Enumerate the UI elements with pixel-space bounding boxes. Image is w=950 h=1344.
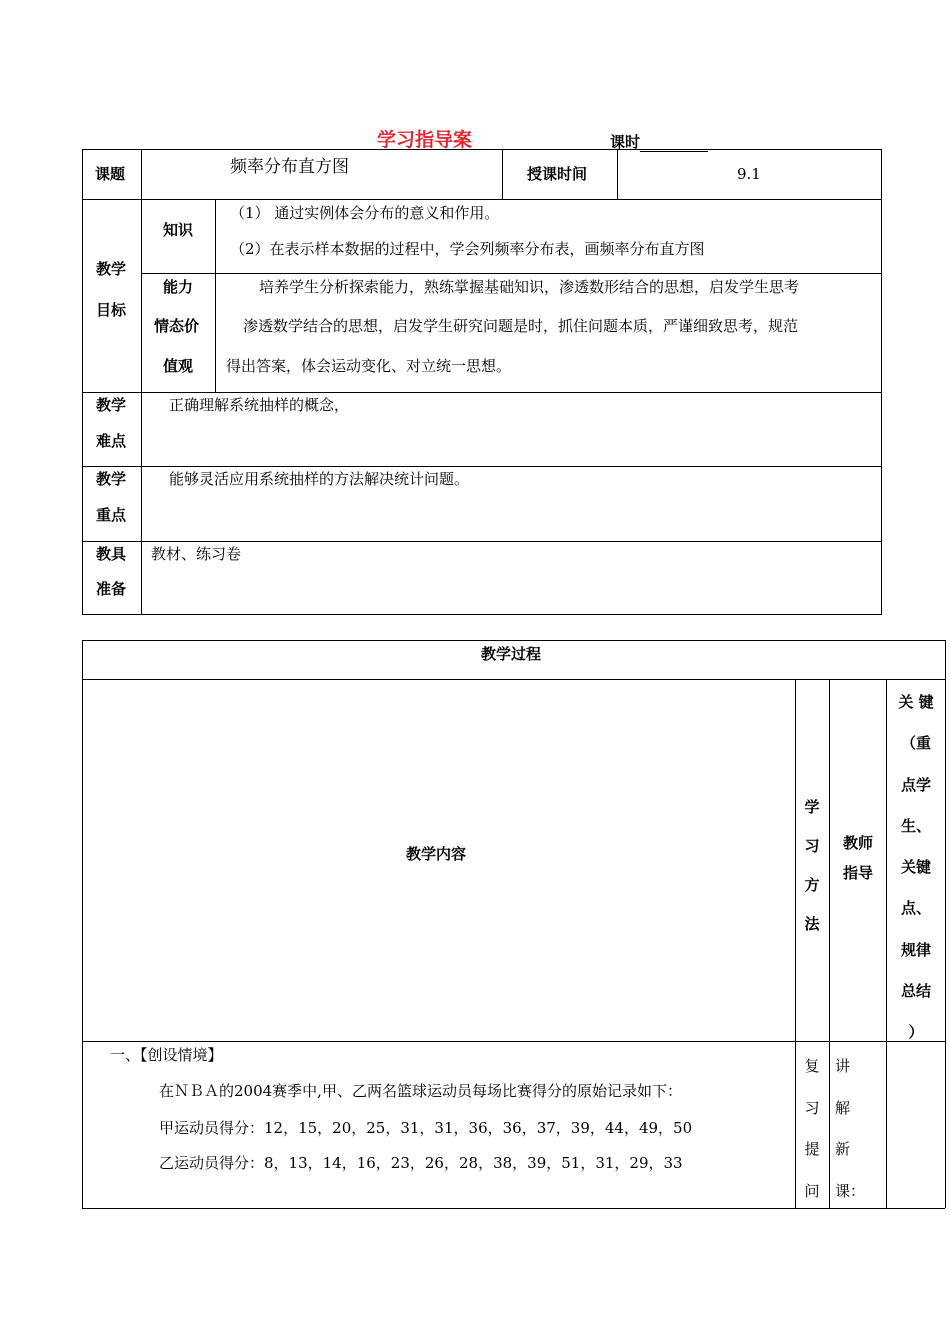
ability-label: 能力 (163, 278, 194, 296)
player-b-scores: 乙运动员得分：8，13，14，16，23，26，28，38，39，51，31，29，33 (159, 1154, 683, 1172)
guide-header-line: 教师 (842, 834, 873, 852)
key-header-line: 点学 (900, 775, 931, 794)
method-cell-char: 习 (804, 1098, 820, 1117)
method-cell (802, 1046, 822, 1212)
guide-column-header (835, 828, 881, 888)
key-column-header (889, 682, 943, 1054)
guide-cell-char: 讲 (835, 1057, 851, 1075)
difficulty-text: 正确理解系统抽样的概念， (169, 396, 350, 414)
key-header-line: 生、 (900, 816, 931, 835)
tools-label-line1: 教具 (96, 545, 127, 563)
guide-cell-char: 新 (835, 1140, 851, 1158)
emotion-label-line2: 值观 (163, 357, 194, 375)
key-header-line: 关 键 (898, 693, 934, 711)
key-header-line: 关键 (900, 858, 931, 877)
key-header-line: ） (908, 1023, 924, 1042)
method-header-char: 方 (804, 876, 820, 894)
method-header-char: 法 (804, 915, 820, 933)
method-cell-char: 问 (804, 1181, 820, 1200)
key-header-line: 规律 (900, 940, 931, 959)
emotion-label-line1: 情态价 (154, 317, 200, 335)
guide-cell (835, 1046, 865, 1212)
topic-label: 课题 (95, 165, 126, 183)
method-cell-char: 提 (804, 1140, 820, 1158)
tools-text: 教材、练习卷 (151, 545, 242, 563)
section-title: 一、【创设情境】 (110, 1046, 223, 1064)
intro-text: 在ＮＢＡ的2004赛季中,甲、乙两名篮球运动员每场比赛得分的原始记录如下： (159, 1082, 682, 1100)
key-label-line2: 重点 (96, 506, 127, 524)
method-header-char: 学 (804, 798, 820, 816)
emotion-line2: 得出答案，体会运动变化、对立统一思想。 (226, 357, 512, 375)
guide-cell-char: 解 (835, 1098, 851, 1117)
topic-value: 频率分布直方图 (230, 157, 349, 177)
process-header: 教学过程 (481, 645, 542, 663)
knowledge-line1: （1） 通过实例体会分布的意义和作用。 (230, 204, 500, 222)
time-value: 9.1 (737, 165, 761, 183)
guide-header-line: 指导 (842, 864, 873, 882)
method-cell-char: 复 (804, 1057, 820, 1075)
knowledge-label: 知识 (163, 221, 194, 239)
document-title: 学习指导案 (377, 129, 473, 151)
key-text: 能够灵活应用系统抽样的方法解决统计问题。 (169, 470, 470, 488)
difficulty-label-line2: 难点 (96, 432, 127, 450)
time-label: 授课时间 (527, 165, 588, 183)
player-a-scores: 甲运动员得分：12，15，20，25，31，31，36，36，37，39，44，49，50 (159, 1119, 693, 1137)
content-column-header: 教学内容 (406, 845, 467, 863)
tools-label-line2: 准备 (96, 580, 127, 598)
difficulty-label-line1: 教学 (96, 396, 127, 414)
goals-label-line1: 教学 (96, 260, 127, 278)
emotion-line1: 渗透数学结合的思想，启发学生研究问题是时，抓住问题本质，严谨细致思考，规范 (243, 317, 799, 335)
key-header-line: 总结 (900, 982, 931, 1001)
guide-cell-char: 课： (835, 1181, 866, 1200)
ability-text: 培养学生分析探索能力，熟练掌握基础知识，渗透数形结合的思想，启发学生思考 (259, 278, 800, 296)
goals-label-line2: 目标 (96, 301, 127, 319)
key-label-line1: 教学 (96, 470, 127, 488)
method-header-char: 习 (804, 837, 820, 855)
period-label: 课时 (610, 133, 641, 151)
method-column-header (802, 788, 822, 944)
key-header-line: （重 (900, 734, 931, 753)
knowledge-line2: （2）在表示样本数据的过程中，学会列频率分布表，画频率分布直方图 (230, 240, 705, 258)
key-header-line: 点、 (900, 899, 931, 918)
